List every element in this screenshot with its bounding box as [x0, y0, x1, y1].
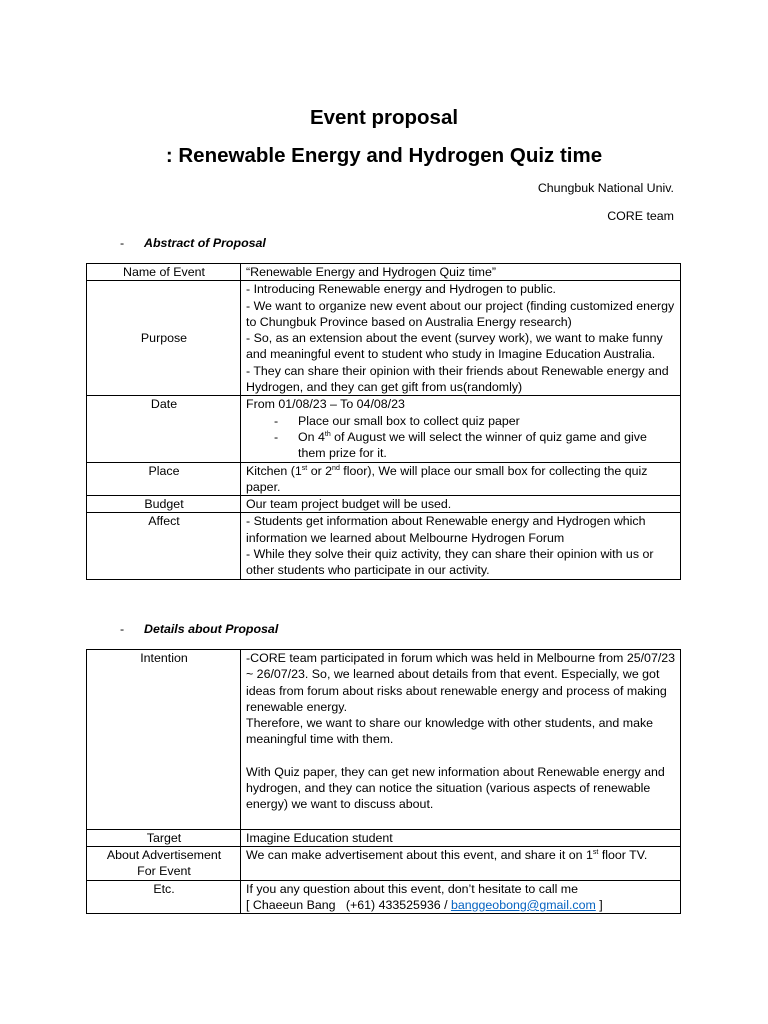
paragraph-gap [246, 748, 676, 764]
superscript: th [324, 430, 331, 438]
abstract-table [86, 263, 681, 580]
document-title: Event proposal [309, 106, 459, 129]
text-part: floor TV. [598, 847, 648, 862]
superscript: st [592, 848, 599, 856]
purpose-line: - Introducing Renewable energy and Hydrogen to public. [246, 282, 556, 297]
superscript: st [301, 464, 308, 472]
contact-line [246, 897, 676, 913]
purpose-line: - They can share their opinion with their friends about Renewable energy and Hydrogen, and they can get gift from us(randomly) [246, 363, 669, 395]
contact-text: ] [595, 897, 603, 912]
section-heading-abstract [120, 235, 266, 251]
table-row [87, 462, 681, 496]
row-label-place: Place [87, 462, 241, 496]
target-value: Imagine Education student [241, 829, 681, 846]
etc-line: If you any question about this event, don’t hesitate to call me [246, 881, 579, 896]
table-row [87, 829, 681, 846]
row-label-budget: Budget [87, 496, 241, 513]
row-label-date: Date [87, 396, 241, 462]
intention-value [241, 650, 681, 830]
contact-text: [ Chaeeun Bang (+61) 433525936 / [246, 897, 451, 912]
label-line: For Event [137, 864, 191, 879]
text-part: We can make advertisement about this event, and share it on 1 [246, 847, 593, 862]
document-subtitle: : Renewable Energy and Hydrogen Quiz time [165, 144, 603, 167]
date-list [246, 413, 676, 462]
table-row [87, 880, 681, 914]
text-part: Kitchen (1 [246, 463, 302, 478]
purpose-line: - So, as an extension about the event (survey work), we want to make funny and meaningful event to student who study in Imagine Education Australia. [246, 331, 663, 362]
table-row [87, 496, 681, 513]
row-label-name: Name of Event [87, 264, 241, 281]
row-label-purpose: Purpose [87, 281, 241, 396]
text-part: of August we will select the winner of quiz game and give them prize for it. [298, 429, 647, 461]
text-part: On 4 [298, 429, 325, 444]
team-name: CORE team [607, 209, 674, 223]
date-range: From 01/08/23 – To 04/08/23 [246, 397, 405, 412]
row-label-affect: Affect [87, 513, 241, 579]
row-label-intention: Intention [87, 650, 241, 830]
affect-line: - Students get information about Renewable energy and Hydrogen which information we learned about Melbourne Hydrogen Forum [246, 514, 646, 545]
email-link[interactable]: banggeobong@gmail.com [450, 897, 596, 912]
superscript: nd [332, 464, 340, 472]
intention-paragraph: Therefore, we want to share our knowledge with other students, and make meaningful time with them. [246, 716, 654, 747]
table-row [87, 396, 681, 462]
event-name-value: “Renewable Energy and Hydrogen Quiz time” [241, 264, 681, 281]
intention-paragraph: With Quiz paper, they can get new information about Renewable energy and hydrogen, and they can notice the situation (various aspects of renewable energy) we want to discuss about. [246, 764, 665, 812]
text-part: or 2 [307, 463, 333, 478]
etc-value [241, 880, 681, 914]
table-row [87, 264, 681, 281]
section-bullet: - [120, 622, 125, 636]
section-bullet: - [120, 236, 125, 250]
table-row [87, 513, 681, 579]
list-item [298, 429, 676, 462]
row-label-target: Target [87, 829, 241, 846]
place-value [241, 462, 681, 496]
section-heading-details [120, 621, 278, 637]
organization-name: Chungbuk National Univ. [537, 181, 674, 195]
table-row [87, 650, 681, 830]
affect-value [241, 513, 681, 579]
section-heading-text: Details about Proposal [144, 622, 279, 636]
purpose-line: - We want to organize new event about our project (finding customized energy to Chungbuk Province based on Australia Energy research) [246, 298, 675, 329]
budget-value: Our team project budget will be used. [241, 496, 681, 513]
purpose-value [241, 281, 681, 396]
text-part: floor), We will place our small box for collecting the quiz paper. [246, 463, 648, 494]
details-table [86, 649, 681, 914]
row-label-etc: Etc. [87, 880, 241, 914]
intention-paragraph: -CORE team participated in forum which was held in Melbourne from 25/07/23 ~ 26/07/23. So, we learned about details from that event. Especially, we got ideas from forum about risks about renewable energy and process of making renewable energy. [246, 651, 676, 714]
affect-line: - While they solve their quiz activity, they can share their opinion with us or other students who participate in our activity. [246, 547, 654, 578]
table-row [87, 846, 681, 880]
label-line: About Advertisement [106, 847, 222, 862]
row-label-advertisement [87, 846, 241, 880]
date-value [241, 396, 681, 462]
table-row [87, 281, 681, 396]
advertisement-value [241, 846, 681, 880]
list-item: - Place our small box to collect quiz paper [298, 413, 676, 429]
section-heading-text: Abstract of Proposal [144, 236, 266, 250]
